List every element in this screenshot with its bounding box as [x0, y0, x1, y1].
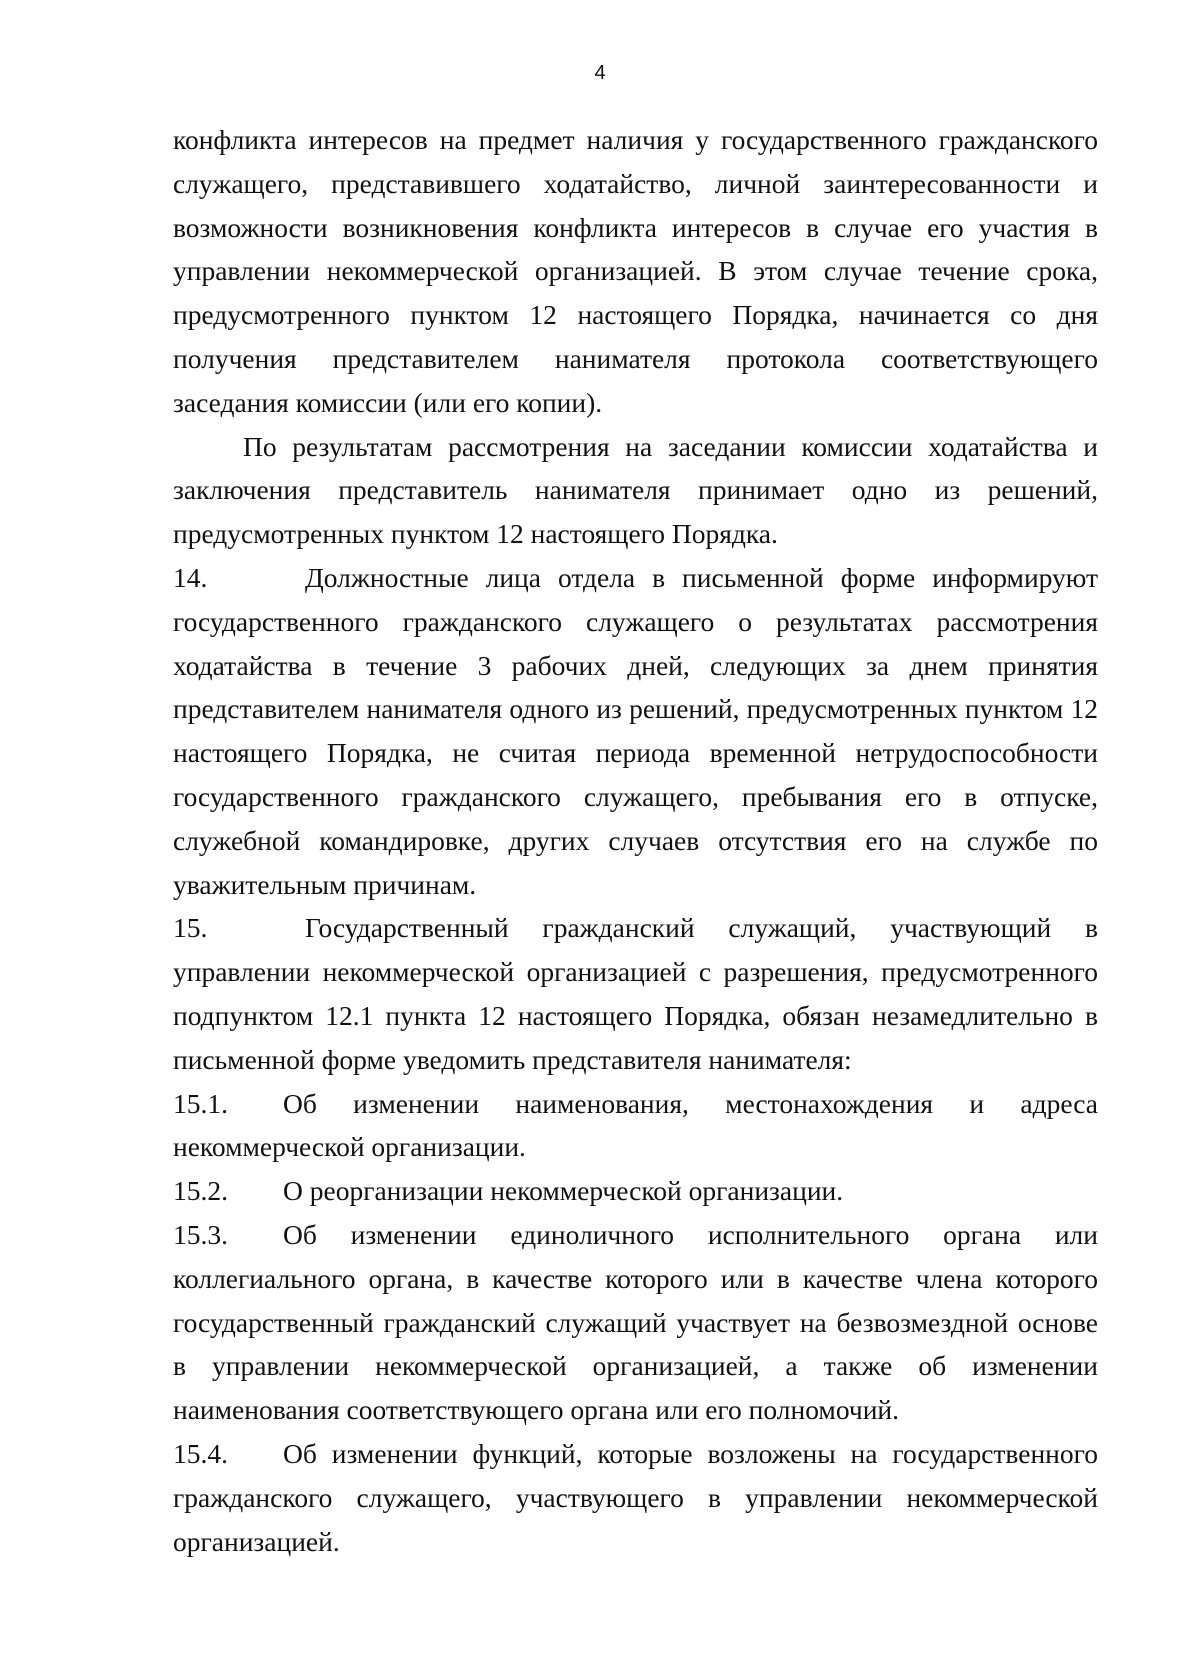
item-15-4 — [173, 1432, 1098, 1563]
item-15-1 — [173, 1082, 1098, 1170]
item-text: Об изменении наименования, местонахождения и адреса некоммерческой организации. — [173, 1087, 1098, 1163]
item-number: 14. — [173, 561, 208, 593]
item-text: Государственный гражданский служащий, участвующий в управлении некоммерческой организацией с разрешения, предусмотренного подпунктом 12.1 пункта 12 настоящего Порядка, обязан незамедлительно в письменной форме уведомить представителя нанимателя: — [173, 912, 1098, 1075]
item-text: Должностные лица отдела в письменной форме информируют государственного гражданского служащего о результатах рассмотрения ходатайства в течение 3 рабочих дней, следующих за днем принятия представителем нанимателя одного из решений, предусмотренных пунктом 12 настоящего Порядка, не считая периода временной нетрудоспособности государственного гражданского служащего, пребывания его в отпуске, служебной командировке, других случаев отсутствия его на службе по уважительным причинам. — [173, 561, 1098, 900]
item-number: 15.3. — [173, 1218, 228, 1250]
item-15 — [173, 906, 1098, 1081]
item-15-2 — [173, 1169, 1098, 1213]
item-text: О реорганизации некоммерческой организации. — [283, 1175, 844, 1207]
paragraph-continuation: конфликта интересов на предмет наличия у государственного гражданского служащего, представившего ходатайство, личной заинтересованности и возможности возникновения конфликта интересов в случае его участия в управлении некоммерческой организацией. В этом случае течение срока, предусмотренного пунктом 12 настоящего Порядка, начинается со дня получения представителем нанимателя протокола соответствующего заседания комиссии (или его копии). — [173, 124, 1098, 418]
item-number: 15.4. — [173, 1437, 228, 1469]
item-15-3 — [173, 1213, 1098, 1432]
item-text: Об изменении единоличного исполнительного органа или коллегиального органа, в качестве которого или в качестве члена которого государственный гражданский служащий участвует на безвозмездной основе в управлении некоммерческой организацией, а также об изменении наименования соответствующего органа или его полномочий. — [173, 1218, 1098, 1426]
item-14 — [173, 556, 1098, 906]
item-number: 15.2. — [173, 1175, 228, 1207]
document-body — [173, 118, 1098, 1563]
paragraph-results: По результатам рассмотрения на заседании комиссии ходатайства и заключения представитель нанимателя принимает одно из решений, предусмотренных пунктом 12 настоящего Порядка. — [173, 430, 1098, 550]
page-number: 4 — [594, 62, 606, 84]
item-text: Об изменении функций, которые возложены на государственного гражданского служащего, участвующего в управлении некоммерческой организацией. — [173, 1437, 1098, 1557]
item-number: 15.1. — [173, 1087, 228, 1119]
item-number: 15. — [173, 912, 208, 944]
